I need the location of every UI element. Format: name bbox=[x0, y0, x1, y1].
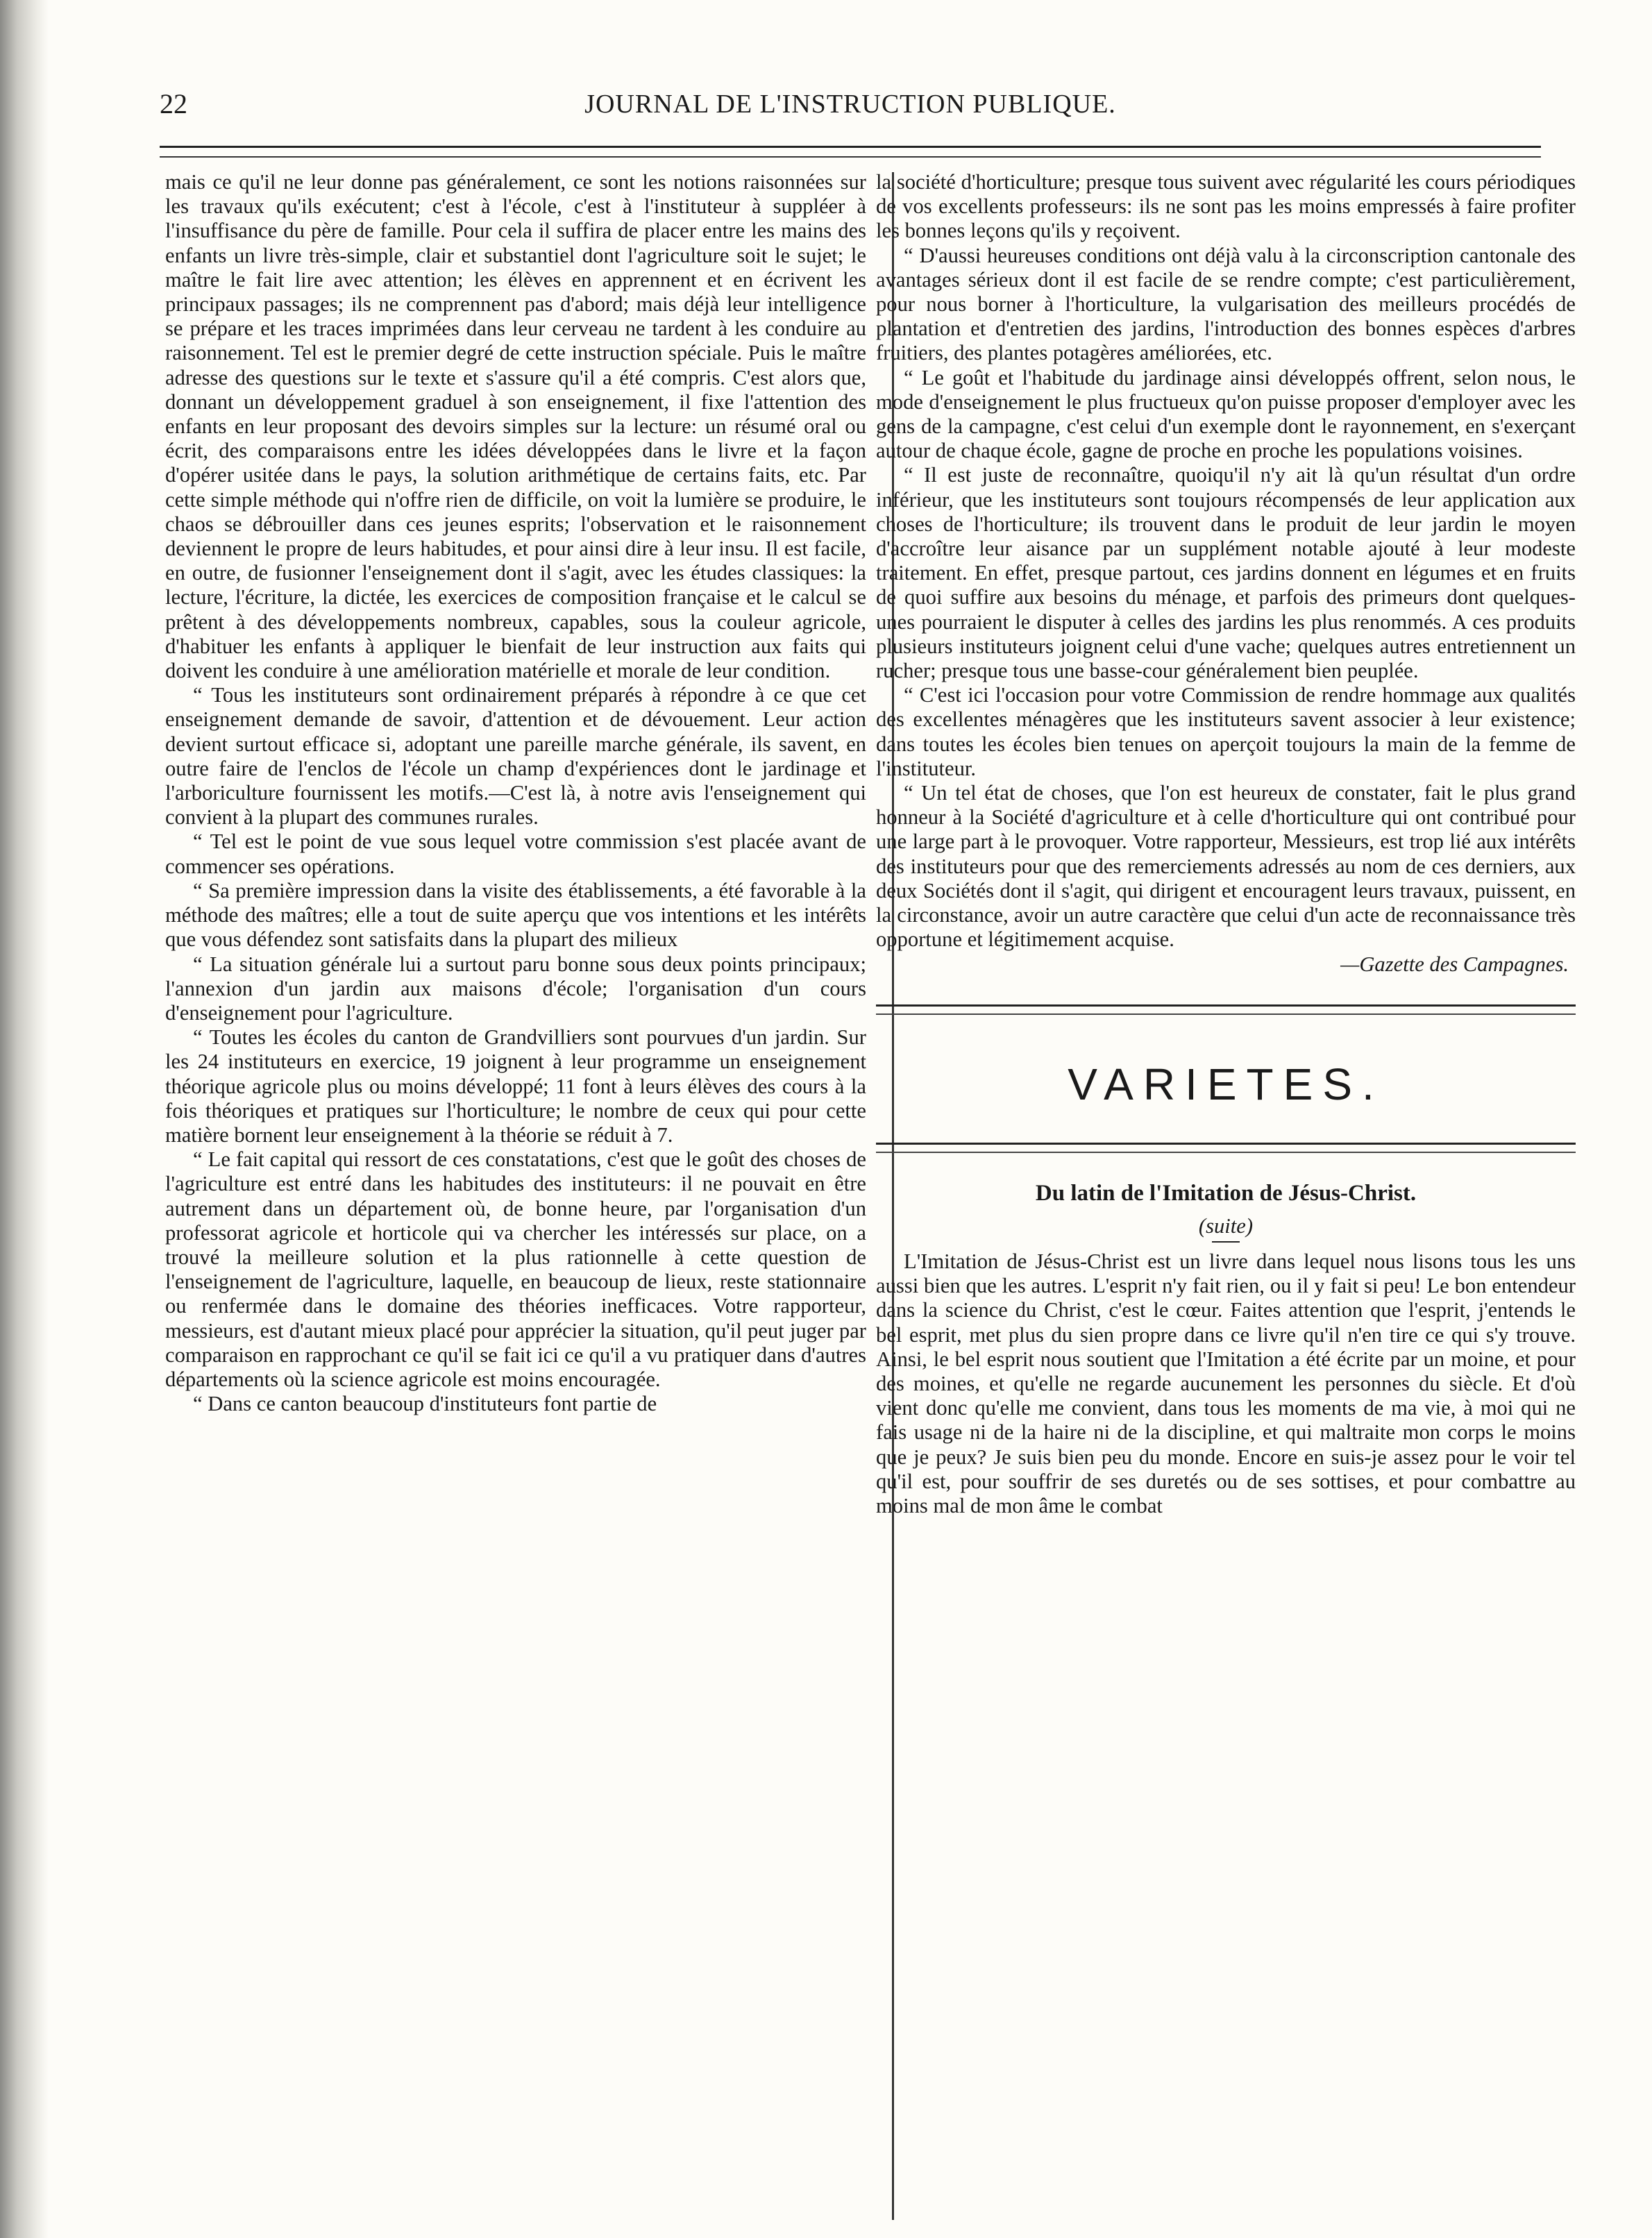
paragraph: “ La situation générale lui a surtout paru bonne sous deux points principaux; l'annexion d'un jardin aux maisons d'école; l'organisation d'un cours d'enseignement pour l'agriculture. bbox=[165, 952, 866, 1025]
right-column bbox=[876, 170, 1576, 1518]
article-subtitle: (suite) bbox=[1198, 1213, 1254, 1238]
source-signature: —Gazette des Campagnes. bbox=[1340, 952, 1569, 976]
paragraph: “ Un tel état de choses, que l'on est heureux de constater, fait le plus grand honneur à la Société d'agriculture et à celle d'horticulture qui ont contribué pour une large part à le provoquer. Votre rapporteur, Messieurs, est trop lié aux intérêts des instituteurs pour que des remerciements adressés au nom de ces derniers, aux deux Sociétés dont il s'agit, qui dirigent et encouragent leurs travaux, puissent, en la circonstance, avoir un autre caractère que celui d'un acte de reconnaissance très opportune et légitimement acquise. bbox=[876, 781, 1576, 952]
running-title: JOURNAL DE L'INSTRUCTION PUBLIQUE. bbox=[584, 90, 1116, 119]
section-title: VARIETES. bbox=[1068, 1059, 1384, 1109]
paragraph: “ Dans ce canton beaucoup d'instituteurs font partie de bbox=[193, 1392, 657, 1416]
paragraph: “ Le fait capital qui ressort de ces constatations, c'est que le goût des choses de l'agriculture est entré dans les habitudes des instituteurs: il ne pouvait en être autrement dans un département où, de bonne heure, par l'organisation d'un professorat agricole et horticole qui va chercher les intéressés sur place, on a trouvé la meilleure solution et la plus rationnelle à cette question de l'enseignement de l'agriculture, laquelle, en beaucoup de lieux, reste stationnaire ou renfermée dans le domaine des théories inefficaces. Votre rapporteur, messieurs, est d'autant mieux placé pour apprécier la situation, qu'il peut juger par comparaison en rapprochant ce qu'il se fait ici ce qu'il a vu pratiquer dans d'autres départements où la science agricole est moins encouragée. bbox=[165, 1147, 866, 1391]
paragraph: “ Le goût et l'habitude du jardinage ainsi développés offrent, selon nous, le mode d'enseignement le plus fructueux qu'on puisse proposer d'employer avec les gens de la campagne, c'est celui d'un exemple dont le rayonnement, en s'exerçant autour de chaque école, gagne de proche en proche les populations voisines. bbox=[876, 365, 1576, 463]
page-number: 22 bbox=[160, 88, 187, 119]
paragraph: “ Tous les instituteurs sont ordinairement préparés à répondre à ce que cet enseignement demande de savoir, d'attention et de dévouement. Leur action devient surtout efficace si, adoptant une pareille marche générale, ils savent, en outre faire de l'enclos de l'école un champ d'expériences dont le jardinage et l'arboriculture fournissent les motifs.—C'est là, à notre avis l'enseignement qui convient à la plupart des communes rurales. bbox=[165, 683, 866, 830]
article-title: Du latin de l'Imitation de Jésus-Christ. bbox=[1035, 1180, 1417, 1206]
paragraph: la société d'horticulture; presque tous suivent avec régularité les cours périodiques de vos excellents professeurs: ils ne sont pas les moins empressés à faire profiter les bonnes leçons qu'ils y reçoivent. bbox=[876, 170, 1576, 243]
paragraph: L'Imitation de Jésus-Christ est un livre dans lequel nous lisons tous les uns aussi bien que les autres. L'esprit n'y fait rien, ou il y fait si peu! Le bon entendeur dans la science du Christ, c'est le cœur. Faites attention que l'esprit, j'entends le bel esprit, met plus du sien propre dans ce livre qu'il n'en tire ce qui s'y trouve. Ainsi, le bel esprit nous soutient que l'Imitation a été écrite par un moine, et pour des moines, et qu'elle ne regarde aucunement les personnes du siècle. Et d'où vient donc qu'elle me convient, dans tous les moments de ma vie, à moi qui ne fais usage ni de la haire ni de la discipline, et qui maltraite mon corps le moins que je peux? Je suis bien peu du monde. Encore en suis-je assez pour le voir tel qu'il est, pour souffrir de ses duretés ou de ses sottises, et pour combattre au moins mal de mon âme le combat bbox=[876, 1249, 1576, 1517]
paragraph: “ Sa première impression dans la visite des établissements, a été favorable à la méthode des maîtres; elle a tout de suite aperçu que vos intentions et les intérêts que vous défendez sont satisfaits dans la plupart des milieux bbox=[165, 878, 866, 952]
paragraph: mais ce qu'il ne leur donne pas généralement, ce sont les notions raisonnées sur les travaux qu'ils exécutent; c'est à l'école, c'est à l'instituteur à suppléer à l'insuffisance du père de famille. Pour cela il suffira de placer entre les mains des enfants un livre très-simple, clair et substantiel dont l'agriculture soit le sujet; le maître le fait lire avec attention; les élèves en apprennent et en écrivent les principaux passages; ils ne comprennent pas d'abord; mais déjà leur intelligence se prépare et les traces imprimées dans leur cerveau ne tardent à les conduire au raisonnement. Tel est le premier degré de cette instruction spéciale. Puis le maître adresse des questions sur le texte et s'assure qu'il a été compris. C'est alors que, donnant un développement graduel à son enseignement, il fixe l'attention des enfants en leur proposant des devoirs simples sur la lecture: un résumé oral ou écrit, des comparaisons entre les idées développées dans le livre et la façon d'opérer usitée dans le pays, la solution arithmétique de certains faits, etc. Par cette simple méthode qui n'offre rien de difficile, on voit la lumière se produire, le chaos se débrouiller dans ces jeunes esprits; l'observation et le raisonnement deviennent le propre de leurs habitudes, et pour ainsi dire à leur insu. Il est facile, en outre, de fusionner l'enseignement dont il s'agit, avec les études classiques: la lecture, l'écriture, la dictée, les exercices de composition française et le calcul se prêtent à des développements nombreux, capables, sous la couleur agricole, d'habituer les enfants à appliquer le bienfait de leur instruction aux faits qui doivent les conduire à une amélioration matérielle et morale de leur condition. bbox=[165, 170, 866, 683]
left-column bbox=[165, 170, 866, 1416]
paragraph: “ C'est ici l'occasion pour votre Commission de rendre hommage aux qualités des excellentes ménagères que les instituteurs savent associer à leur existence; dans toutes les écoles bien tenues on aperçoit toujours la main de la femme de l'instituteur. bbox=[876, 683, 1576, 780]
title-dash bbox=[1212, 1241, 1240, 1243]
page-header bbox=[160, 85, 1541, 126]
header-rule bbox=[160, 146, 1541, 158]
page-spine-shadow bbox=[0, 0, 49, 2238]
paragraph: “ D'aussi heureuses conditions ont déjà valu à la circonscription cantonale des avantages sérieux dont il est facile de se rendre compte; c'est particulièrement, pour nous borner à l'horticulture, la vulgarisation des meilleurs procédés de plantation et d'entretien des jardins, l'introduction des bonnes espèces d'arbres fruitiers, des plantes potagères améliorées, etc. bbox=[876, 243, 1576, 365]
paragraph: “ Tel est le point de vue sous lequel votre commission s'est placée avant de commencer ses opérations. bbox=[165, 830, 866, 878]
section-rule bbox=[876, 1143, 1576, 1153]
paragraph: “ Toutes les écoles du canton de Grandvilliers sont pourvues d'un jardin. Sur les 24 instituteurs en exercice, 19 joignent à leur programme un enseignement théorique agricole plus ou moins développé; 11 font à leurs élèves des cours à la fois théoriques et pratiques sur l'horticulture; le nombre de ceux qui pour cette matière bornent leur enseignement à la théorie se réduit à 7. bbox=[165, 1025, 866, 1147]
paragraph: “ Il est juste de reconnaître, quoiqu'il n'y ait là qu'un résultat d'un ordre inférieur, que les instituteurs sont toujours récompensés de leur application aux choses de l'horticulture; ils trouvent dans le produit de leur jardin le moyen d'accroître leur aisance par un supplément notable ajouté à leur modeste traitement. En effet, presque partout, ces jardins donnent en légumes et en fruits de quoi suffire aux besoins du ménage, et parfois des primeurs dont quelques-unes pourraient le disputer à celles des jardins les plus renommés. A ces produits plusieurs instituteurs joignent celui d'une vache; quelques autres entretiennent un rucher; presque tous une basse-cour généralement bien peuplée. bbox=[876, 463, 1576, 683]
section-rule bbox=[876, 1004, 1576, 1015]
